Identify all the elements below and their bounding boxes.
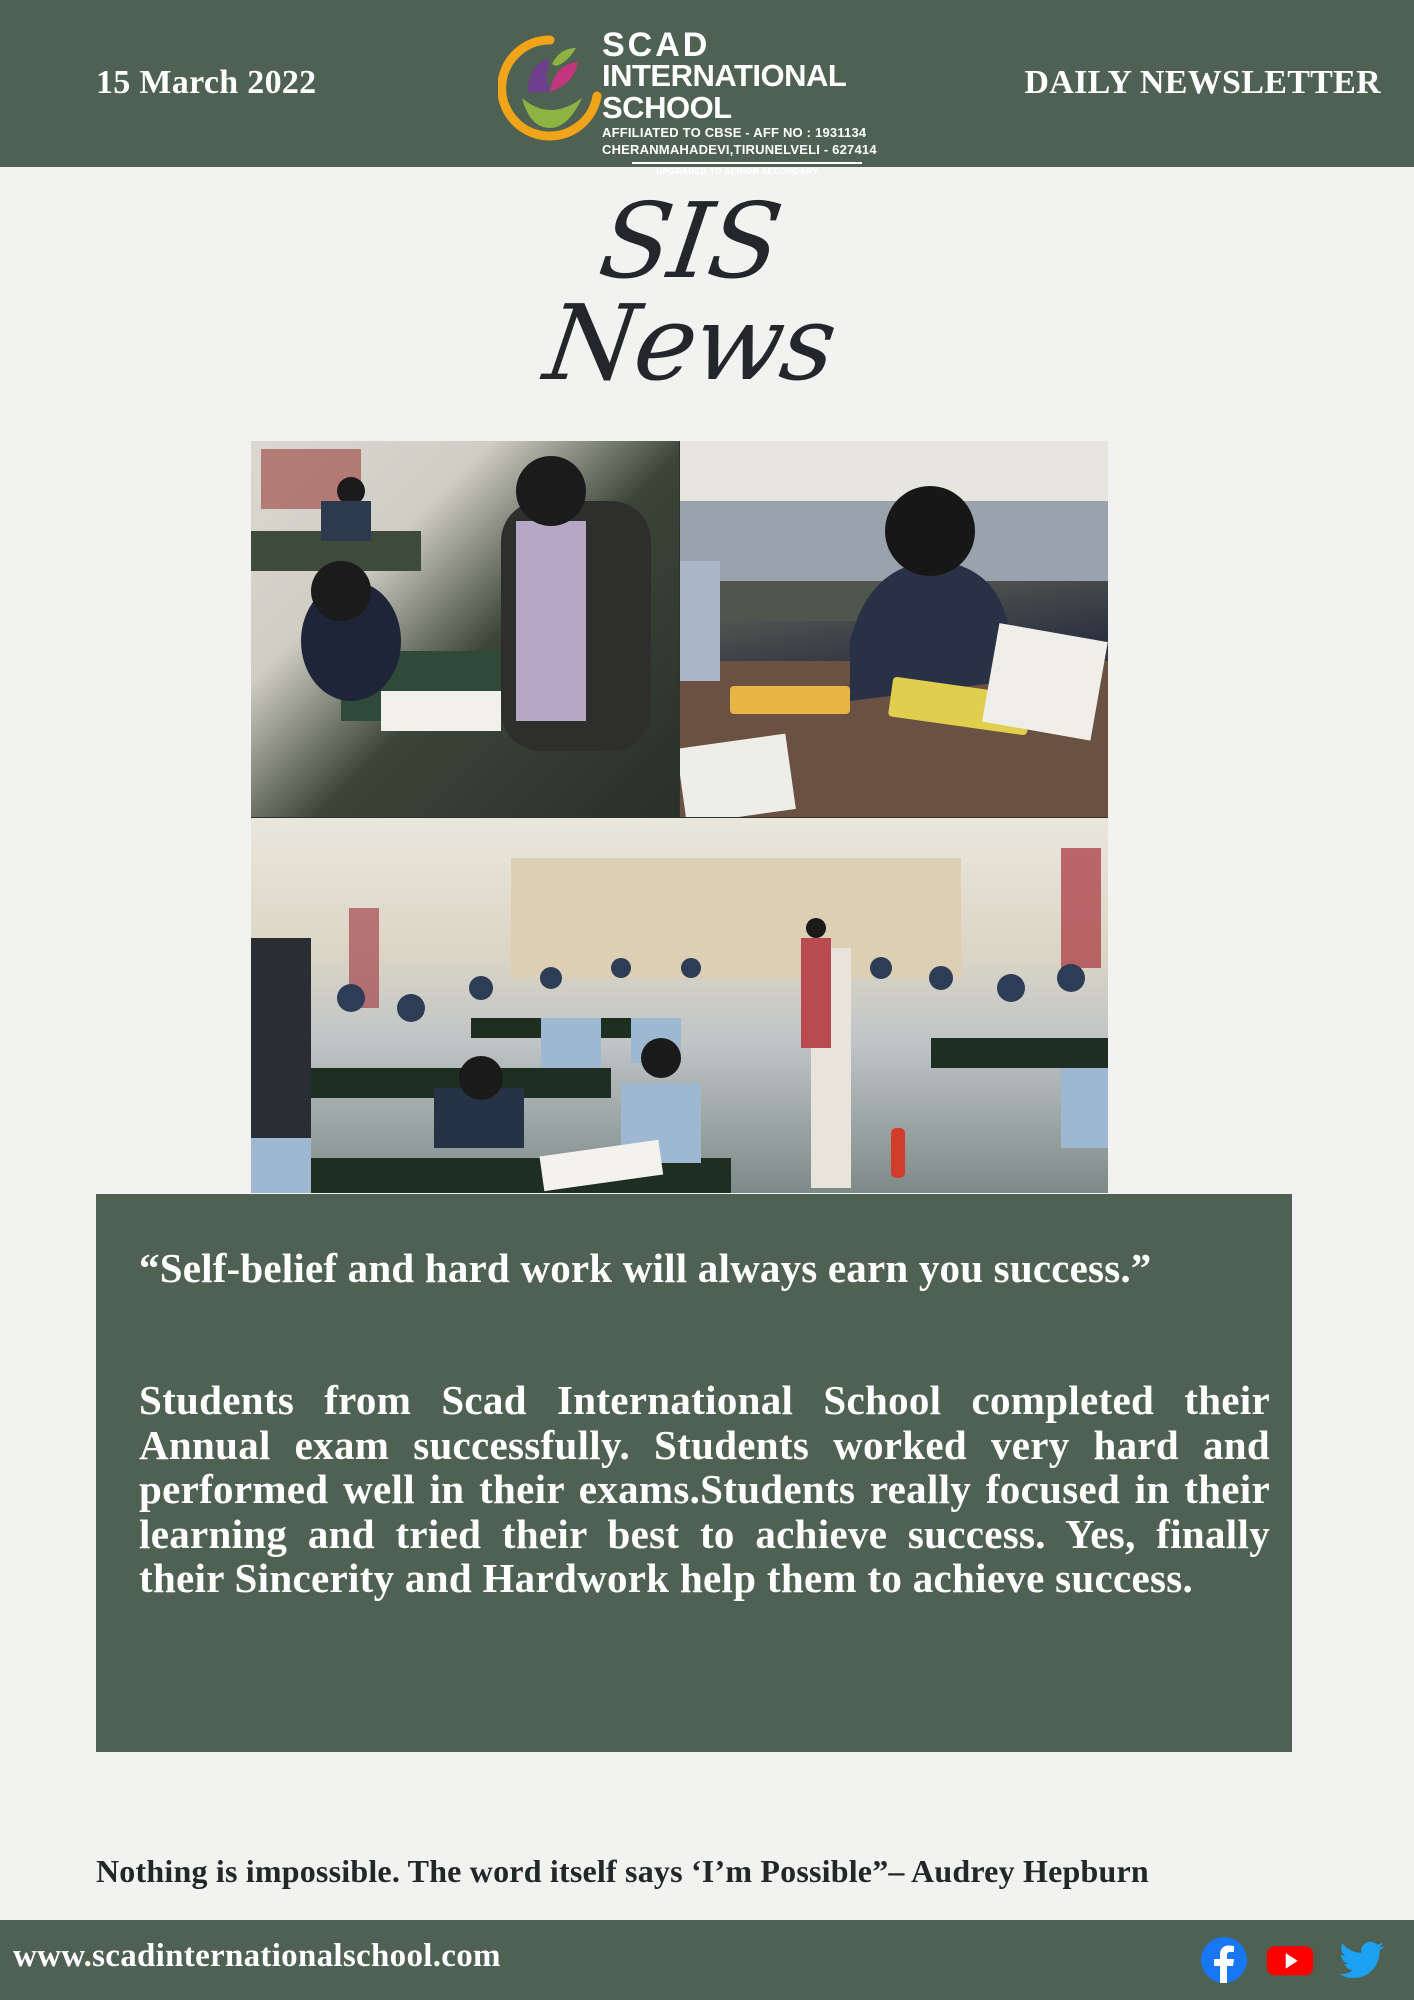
youtube-icon[interactable] [1266, 1936, 1314, 1984]
header-bar [0, 0, 1414, 176]
twitter-icon[interactable] [1338, 1936, 1386, 1984]
logo-school-name: INTERNATIONAL SCHOOL [602, 58, 846, 125]
photo-teacher-helping-student [251, 441, 679, 817]
title-line-1: SIS [592, 180, 788, 302]
school-logo[interactable] [498, 26, 928, 176]
title-line-2: News [537, 282, 843, 404]
school-logo-text [602, 26, 932, 176]
website-link[interactable]: www.scadinternationalschool.com [13, 1938, 501, 1974]
footer-bar [0, 1920, 1414, 2000]
logo-affiliation: AFFILIATED TO CBSE - AFF NO : 1931134 [602, 125, 867, 140]
logo-tagline: UPGRADED TO SENIOR SECONDARY [656, 166, 819, 176]
logo-address: CHERANMAHADEVI,TIRUNELVELI - 627414 [602, 142, 877, 157]
article-body: Students from Scad International School completed their Annual exam successfully. Students worked very hard and performed well in their exams.Students really focused in their learning and tried their best to achieve success. Yes, finally their Sincerity and Hardwork help them to achieve success. [139, 1377, 1270, 1601]
photo-collage [251, 441, 1108, 1193]
newsletter-date: 15 March 2022 [96, 64, 317, 101]
newsletter-type: DAILY NEWSLETTER [1024, 64, 1381, 101]
article-quote: “Self-belief and hard work will always earn you success.” [139, 1245, 1152, 1291]
page-title [440, 180, 940, 404]
closing-quote: Nothing is impossible. The word itself says ‘I’m Possible”– Audrey Hepburn [96, 1853, 1149, 1889]
photo-exam-hall [251, 818, 1108, 1193]
logo-divider [632, 162, 862, 164]
facebook-icon[interactable] [1200, 1936, 1248, 1984]
logo-brand: SCAD [602, 26, 711, 64]
article-panel [96, 1194, 1292, 1752]
school-emblem-icon [498, 34, 602, 144]
photo-students-writing-exam [680, 441, 1108, 817]
